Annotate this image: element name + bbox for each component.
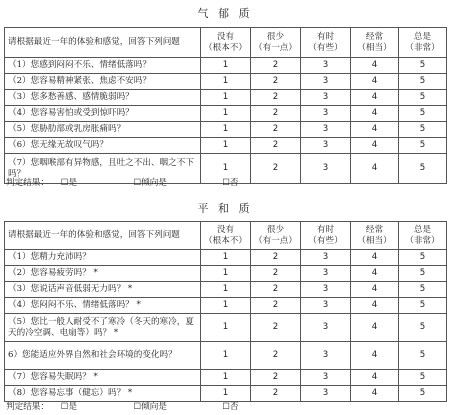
score-1[interactable]: 1 [201, 314, 251, 342]
verdict-yes-checkbox[interactable]: ☐是 [60, 402, 78, 412]
question-text: （6）您无缘无故叹气吗？ [5, 138, 201, 154]
score-5[interactable]: 5 [399, 74, 447, 90]
option-always: 总是 （非常） [399, 222, 447, 250]
score-1[interactable]: 1 [201, 370, 251, 386]
table-row [5, 266, 447, 282]
score-3[interactable]: 3 [301, 314, 351, 342]
question-text: （1）您感到闷闷不乐、情绪低落吗？ [5, 58, 201, 74]
score-2[interactable]: 2 [251, 106, 301, 122]
question-text: （3）您多愁善感、感情脆弱吗？ [5, 90, 201, 106]
score-4[interactable]: 4 [351, 314, 399, 342]
question-text: （1）您精力充沛吗？ [5, 250, 201, 266]
score-4[interactable]: 4 [351, 298, 399, 314]
score-4[interactable]: 4 [351, 342, 399, 370]
option-sometimes: 有时 （有些） [301, 28, 351, 58]
score-1[interactable]: 1 [201, 250, 251, 266]
score-3[interactable]: 3 [301, 386, 351, 402]
score-5[interactable]: 5 [399, 58, 447, 74]
question-text: （5）您胁肋部或乳房胀痛吗？ [5, 122, 201, 138]
question-text: （8）您容易忘事（健忘）吗？ * [5, 386, 201, 402]
table-row [5, 122, 447, 138]
score-1[interactable]: 1 [201, 386, 251, 402]
score-4[interactable]: 4 [351, 138, 399, 154]
score-4[interactable]: 4 [351, 250, 399, 266]
score-3[interactable]: 3 [301, 154, 351, 184]
score-5[interactable]: 5 [399, 106, 447, 122]
score-3[interactable]: 3 [301, 90, 351, 106]
score-5[interactable]: 5 [399, 138, 447, 154]
question-header: 请根据最近一年的体验和感觉，回答下列问题 [5, 28, 201, 58]
score-3[interactable]: 3 [301, 122, 351, 138]
score-1[interactable]: 1 [201, 298, 251, 314]
score-4[interactable]: 4 [351, 74, 399, 90]
score-4[interactable]: 4 [351, 370, 399, 386]
option-often: 经常 （相当） [351, 222, 399, 250]
table-row [5, 74, 447, 90]
score-2[interactable]: 2 [251, 90, 301, 106]
score-2[interactable]: 2 [251, 266, 301, 282]
score-3[interactable]: 3 [301, 266, 351, 282]
table-row [5, 342, 447, 370]
score-1[interactable]: 1 [201, 58, 251, 74]
title-qiyu: 气 郁 质 [197, 7, 253, 20]
question-text: 6）您能适应外界自然和社会环境的变化吗？ [5, 342, 201, 370]
score-1[interactable]: 1 [201, 74, 251, 90]
table-row [5, 314, 447, 342]
score-3[interactable]: 3 [301, 106, 351, 122]
score-2[interactable]: 2 [251, 282, 301, 298]
verdict-label: 判定结果： [6, 402, 49, 412]
score-5[interactable]: 5 [399, 282, 447, 298]
question-text: （2）您容易精神紧张、焦虑不安吗？ [5, 74, 201, 90]
score-4[interactable]: 4 [351, 106, 399, 122]
option-sometimes: 有时 （有些） [301, 222, 351, 250]
header-row [5, 222, 447, 250]
score-2[interactable]: 2 [251, 298, 301, 314]
question-header: 请根据最近一年的体验和感觉，回答下列问题 [5, 222, 201, 250]
score-2[interactable]: 2 [251, 342, 301, 370]
score-4[interactable]: 4 [351, 90, 399, 106]
score-2[interactable]: 2 [251, 370, 301, 386]
score-1[interactable]: 1 [201, 154, 251, 184]
table-row [5, 250, 447, 266]
table-row [5, 370, 447, 386]
verdict-no-checkbox[interactable]: ☐否 [222, 178, 239, 188]
score-3[interactable]: 3 [301, 138, 351, 154]
score-1[interactable]: 1 [201, 342, 251, 370]
score-3[interactable]: 3 [301, 58, 351, 74]
score-2[interactable]: 2 [251, 138, 301, 154]
score-5[interactable]: 5 [399, 266, 447, 282]
question-text: （3）您说话声音低弱无力吗？ * [5, 282, 201, 298]
score-4[interactable]: 4 [351, 266, 399, 282]
score-2[interactable]: 2 [251, 74, 301, 90]
score-1[interactable]: 1 [201, 266, 251, 282]
table-row [5, 90, 447, 106]
score-3[interactable]: 3 [301, 298, 351, 314]
questionnaire-table-pinghe [4, 221, 447, 402]
question-text: （4）您闷闷不乐、情绪低落吗？ * [5, 298, 201, 314]
score-4[interactable]: 4 [351, 386, 399, 402]
score-2[interactable]: 2 [251, 314, 301, 342]
title-pinghe: 平 和 质 [197, 202, 253, 215]
option-often: 经常 （相当） [351, 28, 399, 58]
verdict-yes-checkbox[interactable]: ☐是 [60, 178, 78, 188]
score-2[interactable]: 2 [251, 386, 301, 402]
score-1[interactable]: 1 [201, 138, 251, 154]
score-5[interactable]: 5 [399, 90, 447, 106]
score-2[interactable]: 2 [251, 250, 301, 266]
question-text: （5）您比一般人耐受不了寒冷（冬天的寒冷，夏天的冷空调、电扇等）吗？ * [5, 314, 201, 342]
score-5[interactable]: 5 [399, 386, 447, 402]
table-row [5, 58, 447, 74]
verdict-no-checkbox[interactable]: ☐否 [222, 402, 239, 412]
score-5[interactable]: 5 [399, 298, 447, 314]
score-4[interactable]: 4 [351, 154, 399, 184]
score-1[interactable]: 1 [201, 90, 251, 106]
question-text: （7）您容易失眠吗？ * [5, 370, 201, 386]
verdict-tendency-checkbox[interactable]: ☐倾向是 [133, 178, 167, 188]
score-4[interactable]: 4 [351, 282, 399, 298]
verdict-row-qiyu [6, 176, 239, 188]
score-1[interactable]: 1 [201, 106, 251, 122]
verdict-tendency-checkbox[interactable]: ☐倾向是 [133, 402, 167, 412]
score-4[interactable]: 4 [351, 122, 399, 138]
option-always: 总是 （非常） [399, 28, 447, 58]
header-row [5, 28, 447, 58]
score-2[interactable]: 2 [251, 58, 301, 74]
question-text: （4）您容易害怕或受到惊吓吗？ [5, 106, 201, 122]
score-5[interactable]: 5 [399, 122, 447, 138]
verdict-row-pinghe [6, 400, 239, 412]
option-never: 没有 （根本不） [201, 28, 251, 58]
option-never: 没有 （根本不） [201, 222, 251, 250]
questionnaire-table-qiyu [4, 27, 447, 184]
option-rarely: 很少 （有一点） [251, 222, 301, 250]
score-5[interactable]: 5 [399, 250, 447, 266]
table-row [5, 138, 447, 154]
score-3[interactable]: 3 [301, 370, 351, 386]
score-1[interactable]: 1 [201, 122, 251, 138]
score-4[interactable]: 4 [351, 58, 399, 74]
score-5[interactable]: 5 [399, 314, 447, 342]
question-text: （7）您咽喉部有异物感，且吐之不出、咽之不下吗？ [5, 154, 201, 184]
score-2[interactable]: 2 [251, 154, 301, 184]
score-2[interactable]: 2 [251, 122, 301, 138]
score-5[interactable]: 5 [399, 154, 447, 184]
table-row [5, 282, 447, 298]
score-5[interactable]: 5 [399, 370, 447, 386]
score-3[interactable]: 3 [301, 74, 351, 90]
table-row [5, 106, 447, 122]
table-row [5, 298, 447, 314]
score-3[interactable]: 3 [301, 282, 351, 298]
score-3[interactable]: 3 [301, 342, 351, 370]
verdict-label: 判定结果： [6, 178, 49, 188]
option-rarely: 很少 （有一点） [251, 28, 301, 58]
score-3[interactable]: 3 [301, 250, 351, 266]
question-text: （2）您容易疲劳吗？ * [5, 266, 201, 282]
score-1[interactable]: 1 [201, 282, 251, 298]
score-5[interactable]: 5 [399, 342, 447, 370]
